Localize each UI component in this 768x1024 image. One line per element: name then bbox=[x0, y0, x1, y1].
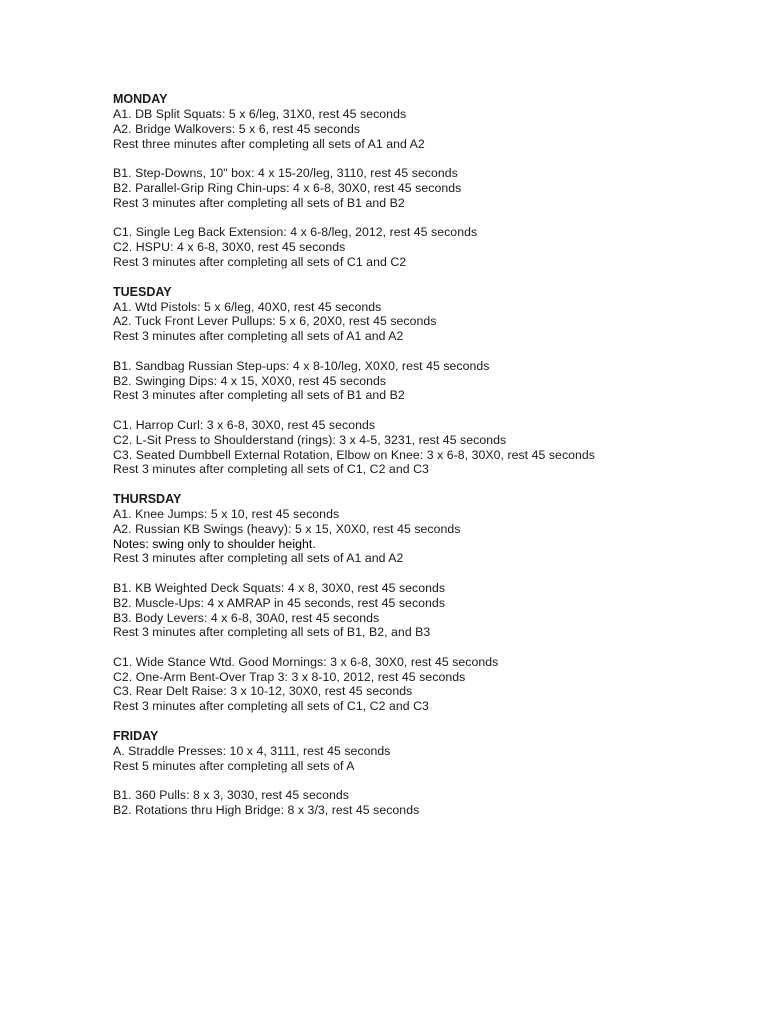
exercise-line: B3. Body Levers: 4 x 6-8, 30A0, rest 45 seconds bbox=[113, 610, 380, 625]
exercise-group bbox=[113, 744, 753, 774]
exercise-line: C1. Wide Stance Wtd. Good Mornings: 3 x 6-8, 30X0, rest 45 seconds bbox=[113, 654, 499, 669]
day-monday bbox=[113, 92, 753, 270]
exercise-group bbox=[113, 788, 753, 818]
day-tuesday bbox=[113, 285, 753, 478]
rest-line: Rest 3 minutes after completing all sets of C1 and C2 bbox=[113, 254, 407, 269]
exercise-line: B1. KB Weighted Deck Squats: 4 x 8, 30X0, rest 45 seconds bbox=[113, 580, 446, 595]
exercise-line: A1. DB Split Squats: 5 x 6/leg, 31X0, rest 45 seconds bbox=[113, 107, 407, 121]
exercise-line: C3. Rear Delt Raise: 3 x 10-12, 30X0, rest 45 seconds bbox=[113, 684, 413, 699]
exercise-group bbox=[113, 581, 753, 640]
rest-line: Rest 3 minutes after completing all sets of B1, B2, and B3 bbox=[113, 625, 431, 640]
exercise-line: B2. Parallel-Grip Ring Chin-ups: 4 x 6-8, 30X0, rest 45 seconds bbox=[113, 180, 462, 195]
exercise-line: C1. Single Leg Back Extension: 4 x 6-8/leg, 2012, rest 45 seconds bbox=[113, 225, 478, 240]
exercise-line: C3. Seated Dumbbell External Rotation, Elbow on Knee: 3 x 6-8, 30X0, rest 45 seconds bbox=[113, 447, 596, 462]
exercise-group bbox=[113, 507, 753, 566]
exercise-line: B1. Step-Downs, 10" box: 4 x 15-20/leg, 3110, rest 45 seconds bbox=[113, 166, 458, 181]
exercise-line: B1. Sandbag Russian Step-ups: 4 x 8-10/leg, X0X0, rest 45 seconds bbox=[113, 358, 490, 373]
exercise-line: B2. Swinging Dips: 4 x 15, X0X0, rest 45 seconds bbox=[113, 373, 387, 388]
rest-line: Rest 3 minutes after completing all sets of C1, C2 and C3 bbox=[113, 699, 429, 714]
exercise-line: C2. HSPU: 4 x 6-8, 30X0, rest 45 seconds bbox=[113, 240, 346, 255]
exercise-group bbox=[113, 655, 753, 714]
rest-line: Rest 5 minutes after completing all sets of A bbox=[113, 758, 355, 773]
day-heading: TUESDAY bbox=[113, 284, 172, 299]
exercise-line: A1. Knee Jumps: 5 x 10, rest 45 seconds bbox=[113, 506, 340, 521]
rest-line: Rest 3 minutes after completing all sets of A1 and A2 bbox=[113, 551, 404, 566]
note-line: Notes: swing only to shoulder height. bbox=[113, 536, 316, 551]
exercise-group bbox=[113, 359, 753, 403]
exercise-line: A2. Bridge Walkovers: 5 x 6, rest 45 seconds bbox=[113, 121, 361, 136]
day-heading: THURSDAY bbox=[113, 491, 182, 506]
rest-line: Rest 3 minutes after completing all sets of C1, C2 and C3 bbox=[113, 462, 429, 477]
rest-line: Rest 3 minutes after completing all sets of A1 and A2 bbox=[113, 329, 404, 344]
workout-document bbox=[113, 92, 753, 818]
exercise-line: B1. 360 Pulls: 8 x 3, 3030, rest 45 seconds bbox=[113, 788, 349, 803]
exercise-line: A2. Tuck Front Lever Pullups: 5 x 6, 20X0, rest 45 seconds bbox=[113, 314, 437, 329]
exercise-group bbox=[113, 107, 753, 151]
exercise-group bbox=[113, 225, 753, 269]
day-friday bbox=[113, 729, 753, 818]
rest-line: Rest three minutes after completing all sets of A1 and A2 bbox=[113, 136, 425, 151]
exercise-line: C2. One-Arm Bent-Over Trap 3: 3 x 8-10, 2012, rest 45 seconds bbox=[113, 669, 466, 684]
exercise-group bbox=[113, 418, 753, 477]
exercise-line: B2. Rotations thru High Bridge: 8 x 3/3, rest 45 seconds bbox=[113, 803, 420, 818]
exercise-line: A1. Wtd Pistols: 5 x 6/leg, 40X0, rest 45 seconds bbox=[113, 299, 382, 314]
rest-line: Rest 3 minutes after completing all sets of B1 and B2 bbox=[113, 195, 405, 210]
day-heading: FRIDAY bbox=[113, 728, 159, 743]
exercise-line: A. Straddle Presses: 10 x 4, 3111, rest 45 seconds bbox=[113, 743, 391, 758]
exercise-group bbox=[113, 300, 753, 344]
day-thursday bbox=[113, 492, 753, 714]
exercise-line: C2. L-Sit Press to Shoulderstand (rings): 3 x 4-5, 3231, rest 45 seconds bbox=[113, 432, 507, 447]
rest-line: Rest 3 minutes after completing all sets of B1 and B2 bbox=[113, 388, 405, 403]
exercise-line: B2. Muscle-Ups: 4 x AMRAP in 45 seconds, rest 45 seconds bbox=[113, 595, 446, 610]
exercise-group bbox=[113, 166, 753, 210]
exercise-line: A2. Russian KB Swings (heavy): 5 x 15, X0X0, rest 45 seconds bbox=[113, 521, 461, 536]
exercise-line: C1. Harrop Curl: 3 x 6-8, 30X0, rest 45 seconds bbox=[113, 417, 376, 432]
day-heading: MONDAY bbox=[113, 92, 168, 106]
